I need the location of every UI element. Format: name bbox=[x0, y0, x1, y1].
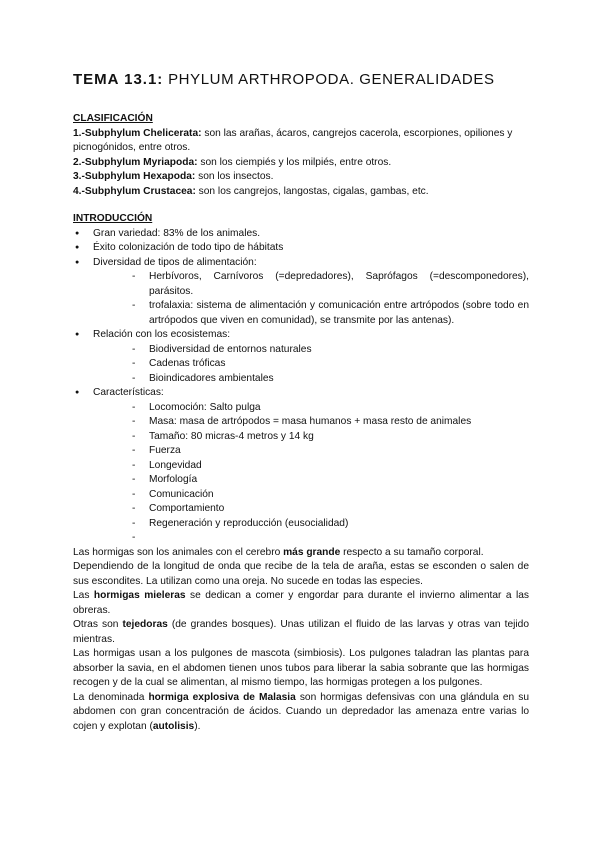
clasificacion-list bbox=[73, 127, 529, 200]
sub-item: - Herbívoros, Carnívoros (=depredadores), Saprófagos (=descomponedores), parásitos. bbox=[129, 270, 529, 299]
sub-item: - Longevidad bbox=[129, 459, 529, 474]
sub-item: - Fuerza bbox=[129, 444, 529, 459]
introduccion-list bbox=[73, 227, 529, 546]
sub-item: - trofalaxia: sistema de alimentación y comunicación entre artrópodos (sobre todo en artrópodos que viven en comunidad), se transmite por las antenas). bbox=[129, 299, 529, 328]
sub-item: - Morfología bbox=[129, 473, 529, 488]
document-page bbox=[73, 70, 529, 734]
title-text: PHYLUM ARTHROPODA. GENERALIDADES bbox=[163, 71, 495, 88]
clasificacion-item: 1.-Subphylum Chelicerata: son las arañas, ácaros, cangrejos cacerola, escorpiones, opiliones y picnogónidos, entre otros. bbox=[73, 127, 513, 153]
paragraph: Otras son tejedoras (de grandes bosques). Unas utilizan el fluido de las larvas y otras van tejido mientras. bbox=[73, 619, 530, 645]
bullet-item: ● Diversidad de tipos de alimentación: - Herbívoros, Carnívoros (=depredadores), Saprófagos (=descomponedores), parásitos. - trofalaxia: sistema de alimentación y comunicación entre artrópodos (sobre todo en artrópodos que viven en comunidad), se transmite por las antenas). bbox=[73, 256, 529, 329]
clasificacion-item: 4.-Subphylum Crustacea: son los cangrejos, langostas, cigalas, gambas, etc. bbox=[73, 185, 429, 197]
page-title bbox=[73, 70, 529, 90]
sub-item: - Locomoción: Salto pulga bbox=[129, 401, 529, 416]
section-heading-introduccion: INTRODUCCIÓN bbox=[73, 213, 153, 224]
section-heading-clasificacion: CLASIFICACIÓN bbox=[73, 113, 153, 124]
sub-item: - Regeneración y reproducción (eusocialidad) bbox=[129, 517, 529, 532]
clasificacion-item: 2.-Subphylum Myriapoda: son los ciempiés y los milpiés, entre otros. bbox=[73, 156, 392, 168]
bullet-item: ● Relación con los ecosistemas: - Biodiversidad de entornos naturales - Cadenas tróficas - Bioindicadores ambientales bbox=[73, 328, 529, 386]
sub-item: - Tamaño: 80 micras-4 metros y 14 kg bbox=[129, 430, 529, 445]
paragraph: La denominada hormiga explosiva de Malasia son hormigas defensivas con una glándula en su abdomen con gran concentración de ácidos. Cuando un depredador las amenaza entre varias lo cojen y explotan (autolisis). bbox=[73, 691, 529, 732]
sub-list-alimentacion bbox=[93, 270, 529, 328]
sub-item: - Comunicación bbox=[129, 488, 529, 503]
clasificacion-item: 3.-Subphylum Hexapoda: son los insectos. bbox=[73, 171, 274, 182]
bullet-item: ● Gran variedad: 83% de los animales. bbox=[73, 227, 529, 242]
paragraph: Las hormigas usan a los pulgones de mascota (simbiosis). Los pulgones taladran las plantas para absorber la savia, en el abdomen tienen unos tubos para liberar la sabia sobrante que las hormigas recogen y de la cual se alimentan, al mismo tiempo, las hormigas protegen a los pulgones. bbox=[73, 648, 529, 688]
sub-item: - Bioindicadores ambientales bbox=[129, 372, 529, 387]
sub-item: - Comportamiento bbox=[129, 502, 529, 517]
sub-item: - Biodiversidad de entornos naturales bbox=[129, 343, 529, 358]
bullet-item: ● Éxito colonización de todo tipo de hábitats bbox=[73, 241, 529, 256]
sub-list-ecosistemas bbox=[93, 343, 529, 387]
sub-list-caracteristicas bbox=[93, 401, 529, 546]
bullet-item: ● Características: - Locomoción: Salto pulga - Masa: masa de artrópodos = masa humanos + masa resto de animales - Tamaño: 80 micras-4 metros y 14 kg - Fuerza - Longevidad - Morfología - Comunicación - Comportamiento - Regeneración y reproducción (eusocialidad) - bbox=[73, 386, 529, 546]
paragraph: Las hormigas son los animales con el cerebro más grande respecto a su tamaño corporal. bbox=[73, 546, 484, 558]
title-number: TEMA 13.1: bbox=[73, 71, 164, 88]
sub-item: - Cadenas tróficas bbox=[129, 357, 529, 372]
sub-item: - Masa: masa de artrópodos = masa humanos + masa resto de animales bbox=[129, 415, 529, 430]
paragraph: Las hormigas mieleras se dedican a comer y engordar para durante el invierno alimentar a las obreras. bbox=[73, 590, 529, 616]
paragraph: Dependiendo de la longitud de onda que recibe de la tela de araña, estas se esconden o salen de sus escondites. La utilizan como una oreja. No sucede en todas las especies. bbox=[73, 561, 529, 587]
sub-item-empty bbox=[129, 531, 529, 546]
